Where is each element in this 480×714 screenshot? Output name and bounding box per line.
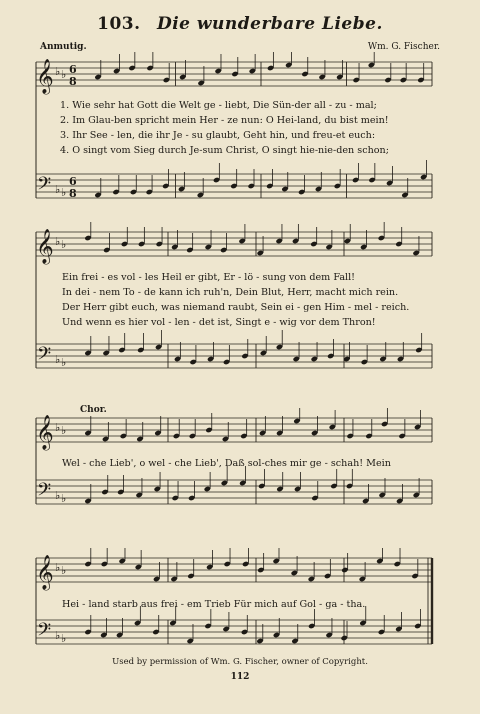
flat-sign-icon: ♭	[55, 183, 61, 196]
chorus-lyrics-line-1: Wel - che Lieb', o wel - che Lieb', Daß sol-ches mir ge - schah! Mein	[62, 458, 391, 469]
chorus-label: Chor.	[80, 405, 107, 415]
flat-sign-icon: ♭	[55, 65, 61, 78]
verse-lyrics-line-2	[62, 270, 432, 330]
bass-staff	[36, 344, 432, 368]
flat-sign-icon: ♭	[61, 632, 67, 645]
chorus-lyrics-line-2: Hei - land starb aus frei - em Trieb Für mich auf Gol - ga - tha.	[62, 599, 366, 610]
verse-1-line-1: 1. Wie sehr hat Gott die Welt ge - liebt, Die Sün-der all - zu - mal;	[60, 100, 377, 111]
flat-sign-icon: ♭	[61, 238, 67, 251]
flat-sign-icon: ♭	[61, 424, 67, 437]
treble-staff	[36, 418, 432, 442]
treble-clef-icon: 𝄞	[36, 555, 54, 590]
flat-sign-icon: ♭	[55, 629, 61, 642]
flat-sign-icon: ♭	[61, 564, 67, 577]
flat-sign-icon: ♭	[61, 492, 67, 505]
flat-sign-icon: ♭	[55, 235, 61, 248]
treble-clef-icon: 𝄞	[36, 229, 54, 264]
verse-1-line-2: Ein frei - es vol - les Heil er gibt, Er - lö - sung von dem Fall!	[62, 272, 356, 283]
time-signature-icon: 8	[69, 75, 77, 88]
bass-clef-icon: 𝄢	[37, 480, 52, 505]
verse-4-line-2: Und wenn es hier vol - len - det ist, Singt e - wig vor dem Thron!	[62, 317, 376, 328]
treble-clef-icon: 𝄞	[36, 415, 54, 450]
verse-lyrics-line-1	[60, 98, 430, 158]
verse-4-line-1: 4. O singt vom Sieg durch Je-sum Christ, O singt hie-nie-den schon;	[60, 145, 389, 156]
hymn-number: 103.	[97, 14, 141, 34]
bass-staff	[36, 480, 432, 504]
bass-clef-icon: 𝄢	[37, 620, 52, 645]
composer-credit: Wm. G. Fischer.	[367, 42, 440, 52]
verse-3-line-1: 3. Ihr See - len, die ihr Je - su glaubt, Geht hin, und freu-et euch:	[60, 130, 376, 141]
time-signature-icon: 6	[69, 175, 77, 188]
time-signature-icon: 6	[69, 63, 77, 76]
flat-sign-icon: ♭	[61, 356, 67, 369]
verse-2-line-1: 2. Im Glau-ben spricht mein Her - ze nun: O Hei-land, du bist mein!	[60, 115, 389, 126]
treble-staff	[36, 232, 432, 256]
hymn-heading	[0, 14, 480, 34]
flat-sign-icon: ♭	[61, 68, 67, 81]
verse-2-line-2: In dei - nem To - de kann ich ruh'n, Dein Blut, Herr, macht mich rein.	[62, 287, 399, 298]
flat-sign-icon: ♭	[55, 561, 61, 574]
tempo-marking: Anmutig.	[40, 42, 87, 52]
hymn-title: Die wunderbare Liebe.	[156, 14, 383, 34]
flat-sign-icon: ♭	[55, 421, 61, 434]
flat-sign-icon: ♭	[55, 489, 61, 502]
treble-staff	[36, 558, 432, 582]
page-number: 112	[230, 672, 250, 682]
verse-3-line-2: Der Herr gibt euch, was niemand raubt, Sein ei - gen Him - mel - reich.	[62, 302, 410, 313]
bass-clef-icon: 𝄢	[37, 174, 52, 199]
copyright-footer: Used by permission of Wm. G. Fischer, owner of Copyright.	[112, 657, 368, 667]
flat-sign-icon: ♭	[61, 186, 67, 199]
bass-clef-icon: 𝄢	[37, 344, 52, 369]
flat-sign-icon: ♭	[55, 353, 61, 366]
time-signature-icon: 8	[69, 187, 77, 200]
treble-clef-icon: 𝄞	[36, 59, 54, 94]
bass-staff	[36, 620, 432, 644]
